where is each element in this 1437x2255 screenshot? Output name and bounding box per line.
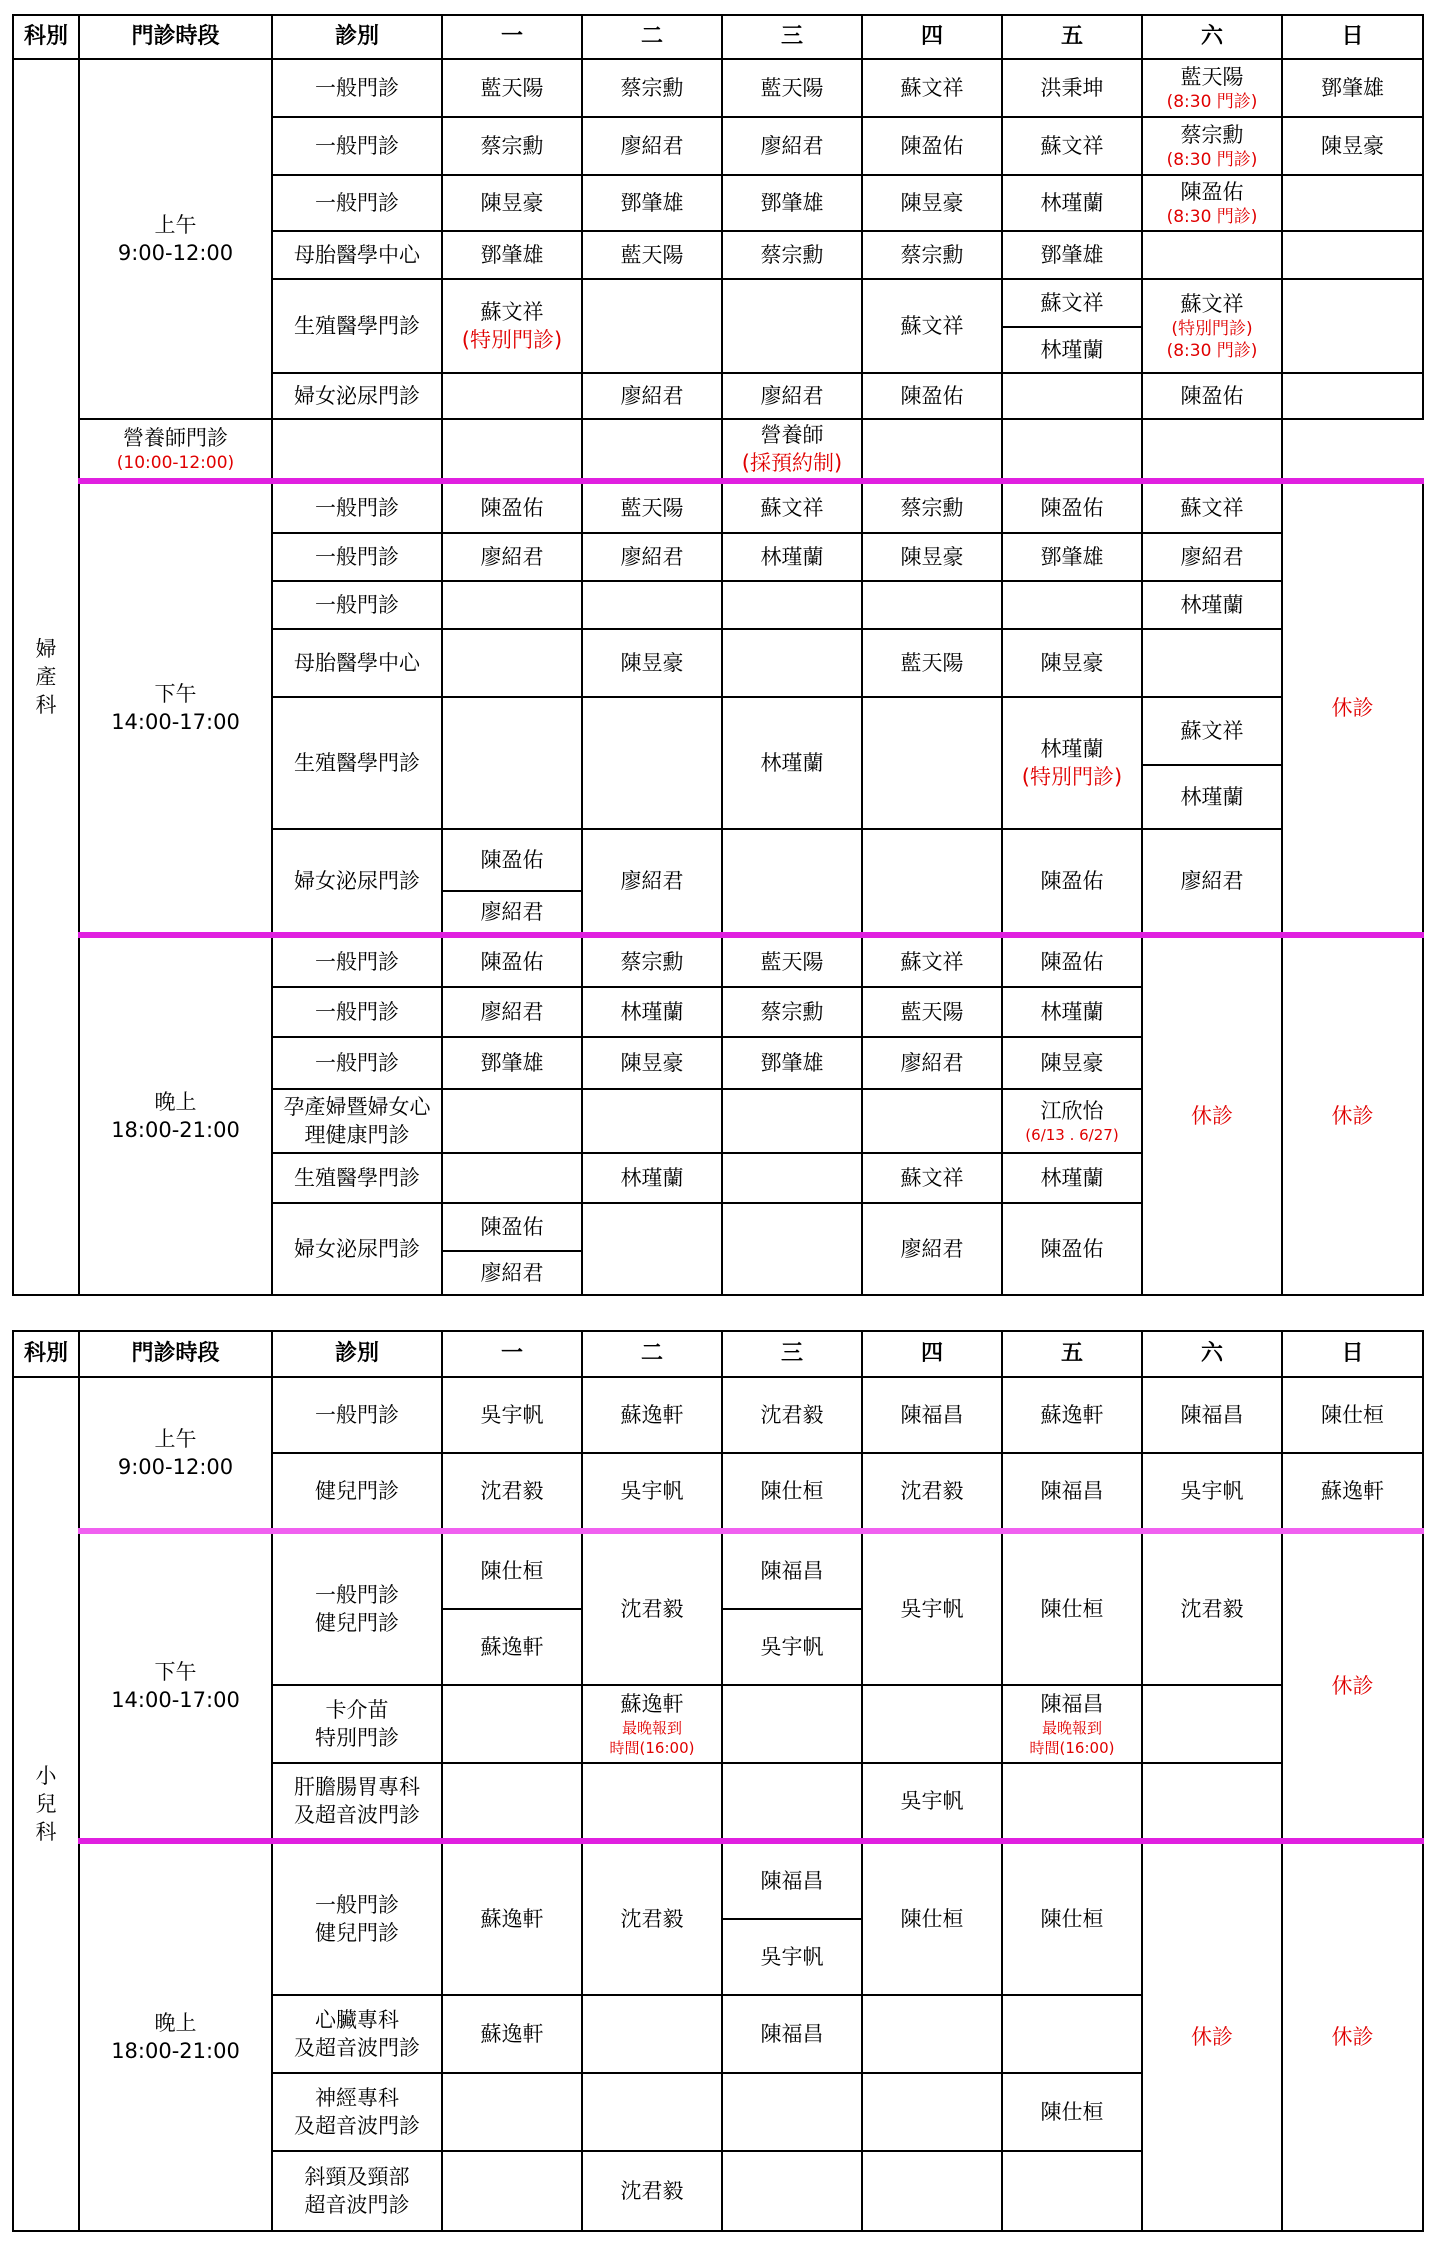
doctor-cell: 廖紹君 (862, 1037, 1002, 1089)
clinic-cell: 一般門診 (272, 581, 442, 629)
clinic-cell: 一般門診 (272, 117, 442, 175)
doctor-cell: 藍天陽 (442, 59, 582, 117)
doctor-cell: 洪秉坤 (1002, 59, 1142, 117)
doctor-cell: 蘇文祥 (1142, 697, 1282, 765)
header-sat: 六 (1142, 1331, 1282, 1377)
empty-cell (1142, 1763, 1282, 1841)
doctor-cell: 蔡宗勳 (8:30 門診) (1142, 117, 1282, 175)
doctor-cell: 沈君毅 (722, 1377, 862, 1453)
doctor-cell: 陳盈佑 (862, 117, 1002, 175)
empty-cell (862, 1089, 1002, 1153)
clinic-cell: 一般門診 (272, 59, 442, 117)
period-morning: 上午 9:00-12:00 (79, 1377, 272, 1531)
doctor-cell: 陳盈佑 (442, 1203, 582, 1251)
doctor-cell: 蔡宗勳 (722, 231, 862, 279)
doctor-cell: 吳宇帆 (722, 1609, 862, 1685)
doctor-cell: 陳盈佑 (1002, 1203, 1142, 1295)
empty-cell (722, 2073, 862, 2151)
empty-cell (1002, 1995, 1142, 2073)
period-afternoon: 下午 14:00-17:00 (79, 1531, 272, 1841)
empty-cell (442, 1089, 582, 1153)
header-wed: 三 (722, 15, 862, 59)
empty-cell (442, 629, 582, 697)
doctor-cell: 蔡宗勳 (862, 481, 1002, 533)
doctor-cell: 蘇文祥 (1002, 117, 1142, 175)
doctor-cell: 陳盈佑 (8:30 門診) (1142, 175, 1282, 231)
doctor-cell: 蘇文祥 (862, 935, 1002, 987)
clinic-cell: 一般門診 (272, 1037, 442, 1089)
empty-cell (1282, 231, 1423, 279)
doctor-cell: 林瑾蘭 (1002, 987, 1142, 1037)
empty-cell (442, 2151, 582, 2231)
doctor-cell: 蘇文祥 (722, 481, 862, 533)
period-afternoon: 下午 14:00-17:00 (79, 481, 272, 935)
doctor-cell: 藍天陽 (862, 629, 1002, 697)
clinic-cell: 斜頸及頸部 超音波門診 (272, 2151, 442, 2231)
doctor-cell: 林瑾蘭 (582, 1153, 722, 1203)
doctor-cell: 廖紹君 (722, 373, 862, 419)
doctor-cell: 廖紹君 (862, 1203, 1002, 1295)
doctor-cell: 林瑾蘭 (722, 697, 862, 829)
empty-cell (442, 1153, 582, 1203)
clinic-cell: 一般門診 健兒門診 (272, 1841, 442, 1995)
doctor-cell: 陳昱豪 (582, 1037, 722, 1089)
empty-cell (862, 1685, 1002, 1763)
doctor-cell: 鄧肇雄 (722, 175, 862, 231)
closed-cell: 休診 (1282, 1841, 1423, 2231)
clinic-cell: 卡介苗 特別門診 (272, 1685, 442, 1763)
empty-cell (862, 2073, 1002, 2151)
doctor-cell: 林瑾蘭 (1002, 327, 1142, 373)
doctor-cell: 陳福昌 (1002, 1453, 1142, 1531)
header-tue: 二 (582, 15, 722, 59)
empty-cell (582, 1995, 722, 2073)
closed-cell: 休診 (1142, 1841, 1282, 2231)
empty-cell (582, 1763, 722, 1841)
doctor-cell: 沈君毅 (1142, 1531, 1282, 1685)
obgyn-schedule-table (12, 14, 1424, 1296)
header-thu: 四 (862, 1331, 1002, 1377)
doctor-cell: 蘇逸軒 (1282, 1453, 1423, 1531)
empty-cell (862, 1995, 1002, 2073)
doctor-cell: 沈君毅 (442, 1453, 582, 1531)
doctor-cell: 廖紹君 (442, 891, 582, 935)
empty-cell (1282, 175, 1423, 231)
clinic-cell: 健兒門診 (272, 1453, 442, 1531)
empty-cell (442, 2073, 582, 2151)
doctor-cell: 蘇文祥 (特別門診) (8:30 門診) (1142, 279, 1282, 373)
doctor-cell: 陳仕桓 (722, 1453, 862, 1531)
doctor-cell: 陳昱豪 (442, 175, 582, 231)
empty-cell (722, 1685, 862, 1763)
empty-cell (722, 279, 862, 373)
doctor-cell: 鄧肇雄 (442, 1037, 582, 1089)
empty-cell (722, 1763, 862, 1841)
clinic-cell: 婦女泌尿門診 (272, 829, 442, 935)
closed-cell: 休診 (1282, 935, 1423, 1295)
doctor-cell: 陳昱豪 (1002, 1037, 1142, 1089)
doctor-cell: 蔡宗勳 (442, 117, 582, 175)
doctor-cell: 蘇逸軒 (1002, 1377, 1142, 1453)
doctor-cell: 蘇逸軒 (442, 1609, 582, 1685)
doctor-cell: 藍天陽 (722, 935, 862, 987)
doctor-cell: 陳昱豪 (582, 629, 722, 697)
doctor-cell: 鄧肇雄 (1002, 231, 1142, 279)
empty-cell (862, 419, 1002, 481)
empty-cell (1282, 373, 1423, 419)
clinic-cell: 心臟專科 及超音波門診 (272, 1995, 442, 2073)
empty-cell (1142, 231, 1282, 279)
doctor-cell: 藍天陽 (862, 987, 1002, 1037)
doctor-cell: 廖紹君 (442, 1251, 582, 1295)
empty-cell (582, 1203, 722, 1295)
closed-cell: 休診 (1142, 935, 1282, 1295)
empty-cell (582, 1089, 722, 1153)
doctor-cell: 沈君毅 (582, 2151, 722, 2231)
doctor-cell: 江欣怡 (6/13 . 6/27) (1002, 1089, 1142, 1153)
empty-cell (1002, 581, 1142, 629)
clinic-cell: 營養師門診 (10:00-12:00) (79, 419, 272, 481)
empty-cell (722, 1089, 862, 1153)
closed-cell: 休診 (1282, 1531, 1423, 1841)
doctor-cell: 陳福昌 (722, 1841, 862, 1919)
table-row (13, 1531, 1423, 1609)
header-mon: 一 (442, 1331, 582, 1377)
doctor-cell: 蔡宗勳 (582, 59, 722, 117)
doctor-cell: 廖紹君 (1142, 829, 1282, 935)
doctor-cell: 陳福昌 (722, 1531, 862, 1609)
header-fri: 五 (1002, 15, 1142, 59)
empty-cell (442, 697, 582, 829)
clinic-cell: 肝膽腸胃專科 及超音波門診 (272, 1763, 442, 1841)
clinic-cell: 母胎醫學中心 (272, 231, 442, 279)
doctor-cell: 蘇文祥 (1002, 279, 1142, 327)
doctor-cell: 鄧肇雄 (1282, 59, 1423, 117)
table-row (13, 481, 1423, 533)
doctor-cell: 陳仕桓 (862, 1841, 1002, 1995)
clinic-cell: 生殖醫學門診 (272, 1153, 442, 1203)
clinic-cell: 孕產婦暨婦女心 理健康門診 (272, 1089, 442, 1153)
doctor-cell: 林瑾蘭 (722, 533, 862, 581)
doctor-cell: 陳福昌 (1142, 1377, 1282, 1453)
empty-cell (1142, 419, 1282, 481)
clinic-cell: 婦女泌尿門診 (272, 373, 442, 419)
doctor-cell: 沈君毅 (582, 1531, 722, 1685)
dept-label: 婦 產 科 (13, 59, 79, 1295)
doctor-cell: 蘇文祥 (1142, 481, 1282, 533)
header-wed: 三 (722, 1331, 862, 1377)
doctor-cell: 吳宇帆 (722, 1919, 862, 1995)
header-sun: 日 (1282, 15, 1423, 59)
doctor-cell: 鄧肇雄 (1002, 533, 1142, 581)
empty-cell (582, 581, 722, 629)
header-row (13, 15, 1423, 59)
header-sun: 日 (1282, 1331, 1423, 1377)
header-dept: 科別 (13, 1331, 79, 1377)
empty-cell (1002, 419, 1142, 481)
doctor-cell: 吳宇帆 (862, 1531, 1002, 1685)
doctor-cell: 陳仕桓 (442, 1531, 582, 1609)
dept-label: 小 兒 科 (13, 1377, 79, 2231)
doctor-cell: 廖紹君 (582, 533, 722, 581)
empty-cell (1002, 373, 1142, 419)
pediatrics-schedule-table (12, 1330, 1424, 2232)
empty-cell (862, 697, 1002, 829)
empty-cell (1282, 279, 1423, 373)
doctor-cell: 蔡宗勳 (722, 987, 862, 1037)
header-clinic: 診別 (272, 15, 442, 59)
empty-cell (582, 419, 722, 481)
doctor-cell: 陳盈佑 (862, 373, 1002, 419)
clinic-cell: 一般門診 (272, 987, 442, 1037)
doctor-cell: 林瑾蘭 (1002, 175, 1142, 231)
doctor-cell: 蘇文祥 (862, 1153, 1002, 1203)
empty-cell (722, 1203, 862, 1295)
clinic-cell: 一般門診 健兒門診 (272, 1531, 442, 1685)
clinic-cell: 一般門診 (272, 175, 442, 231)
empty-cell (442, 1685, 582, 1763)
doctor-cell: 吳宇帆 (582, 1453, 722, 1531)
doctor-cell: 廖紹君 (442, 533, 582, 581)
clinic-cell: 一般門診 (272, 935, 442, 987)
doctor-cell: 陳盈佑 (1002, 481, 1142, 533)
doctor-cell: 廖紹君 (582, 373, 722, 419)
doctor-cell: 陳仕桓 (1002, 1531, 1142, 1685)
doctor-cell: 陳福昌 (722, 1995, 862, 2073)
empty-cell (722, 829, 862, 935)
empty-cell (442, 1763, 582, 1841)
doctor-cell: 吳宇帆 (1142, 1453, 1282, 1531)
doctor-cell: 沈君毅 (582, 1841, 722, 1995)
empty-cell (862, 581, 1002, 629)
table-row (13, 935, 1423, 987)
empty-cell (862, 829, 1002, 935)
doctor-cell: 蔡宗勳 (582, 935, 722, 987)
clinic-cell: 一般門診 (272, 481, 442, 533)
empty-cell (582, 279, 722, 373)
doctor-cell: 陳仕桓 (1002, 1841, 1142, 1995)
doctor-cell: 陳昱豪 (862, 533, 1002, 581)
doctor-cell: 陳盈佑 (442, 481, 582, 533)
doctor-cell: 蔡宗勳 (862, 231, 1002, 279)
doctor-cell: 蘇文祥 (862, 59, 1002, 117)
doctor-cell: 陳盈佑 (1002, 829, 1142, 935)
doctor-cell: 林瑾蘭 (1142, 765, 1282, 829)
doctor-cell: 蘇文祥 (862, 279, 1002, 373)
header-period: 門診時段 (79, 1331, 272, 1377)
period-evening: 晚上 18:00-21:00 (79, 1841, 272, 2231)
doctor-cell: 藍天陽 (582, 231, 722, 279)
table-row (13, 1377, 1423, 1453)
doctor-cell: 陳仕桓 (1002, 2073, 1142, 2151)
clinic-cell: 生殖醫學門診 (272, 279, 442, 373)
doctor-cell: 廖紹君 (722, 117, 862, 175)
doctor-cell: 蘇文祥 (特別門診) (442, 279, 582, 373)
empty-cell (862, 2151, 1002, 2231)
doctor-cell: 林瑾蘭 (1142, 581, 1282, 629)
clinic-cell: 生殖醫學門診 (272, 697, 442, 829)
header-thu: 四 (862, 15, 1002, 59)
doctor-cell: 陳昱豪 (862, 175, 1002, 231)
doctor-cell: 藍天陽 (8:30 門診) (1142, 59, 1282, 117)
empty-cell (1002, 2151, 1142, 2231)
doctor-cell: 鄧肇雄 (442, 231, 582, 279)
empty-cell (722, 581, 862, 629)
doctor-cell: 陳福昌 (862, 1377, 1002, 1453)
table-row (13, 419, 1423, 481)
doctor-cell: 陳昱豪 (1282, 117, 1423, 175)
doctor-cell: 營養師 (採預約制) (722, 419, 862, 481)
doctor-cell: 吳宇帆 (442, 1377, 582, 1453)
doctor-cell: 藍天陽 (582, 481, 722, 533)
header-clinic: 診別 (272, 1331, 442, 1377)
empty-cell (582, 697, 722, 829)
header-row (13, 1331, 1423, 1377)
table-row (13, 1841, 1423, 1919)
empty-cell (272, 419, 442, 481)
doctor-cell: 陳仕桓 (1282, 1377, 1423, 1453)
empty-cell (1142, 1685, 1282, 1763)
doctor-cell: 蘇逸軒 最晚報到 時間(16:00) (582, 1685, 722, 1763)
header-sat: 六 (1142, 15, 1282, 59)
doctor-cell: 林瑾蘭 (特別門診) (1002, 697, 1142, 829)
doctor-cell: 鄧肇雄 (582, 175, 722, 231)
doctor-cell: 廖紹君 (582, 829, 722, 935)
doctor-cell: 廖紹君 (442, 987, 582, 1037)
doctor-cell: 陳福昌 最晚報到 時間(16:00) (1002, 1685, 1142, 1763)
doctor-cell: 沈君毅 (862, 1453, 1002, 1531)
empty-cell (582, 2073, 722, 2151)
doctor-cell: 廖紹君 (1142, 533, 1282, 581)
period-morning: 上午 9:00-12:00 (79, 59, 272, 419)
empty-cell (722, 2151, 862, 2231)
header-mon: 一 (442, 15, 582, 59)
empty-cell (442, 581, 582, 629)
empty-cell (442, 419, 582, 481)
clinic-cell: 一般門診 (272, 1377, 442, 1453)
doctor-cell: 蘇逸軒 (442, 1841, 582, 1995)
doctor-cell: 鄧肇雄 (722, 1037, 862, 1089)
empty-cell (722, 1153, 862, 1203)
header-tue: 二 (582, 1331, 722, 1377)
doctor-cell: 蘇逸軒 (582, 1377, 722, 1453)
empty-cell (1142, 629, 1282, 697)
doctor-cell: 廖紹君 (582, 117, 722, 175)
clinic-cell: 一般門診 (272, 533, 442, 581)
period-evening: 晚上 18:00-21:00 (79, 935, 272, 1295)
empty-cell (1002, 1763, 1142, 1841)
clinic-cell: 母胎醫學中心 (272, 629, 442, 697)
doctor-cell: 林瑾蘭 (1002, 1153, 1142, 1203)
empty-cell (442, 373, 582, 419)
empty-cell (722, 629, 862, 697)
doctor-cell: 陳盈佑 (442, 829, 582, 891)
header-dept: 科別 (13, 15, 79, 59)
doctor-cell: 陳盈佑 (1002, 935, 1142, 987)
doctor-cell: 林瑾蘭 (582, 987, 722, 1037)
header-fri: 五 (1002, 1331, 1142, 1377)
clinic-cell: 神經專科 及超音波門診 (272, 2073, 442, 2151)
doctor-cell: 吳宇帆 (862, 1763, 1002, 1841)
clinic-cell: 婦女泌尿門診 (272, 1203, 442, 1295)
closed-cell: 休診 (1282, 481, 1423, 935)
doctor-cell: 蘇逸軒 (442, 1995, 582, 2073)
header-period: 門診時段 (79, 15, 272, 59)
table-row (13, 59, 1423, 117)
doctor-cell: 藍天陽 (722, 59, 862, 117)
doctor-cell: 陳盈佑 (442, 935, 582, 987)
doctor-cell: 陳昱豪 (1002, 629, 1142, 697)
doctor-cell: 陳盈佑 (1142, 373, 1282, 419)
